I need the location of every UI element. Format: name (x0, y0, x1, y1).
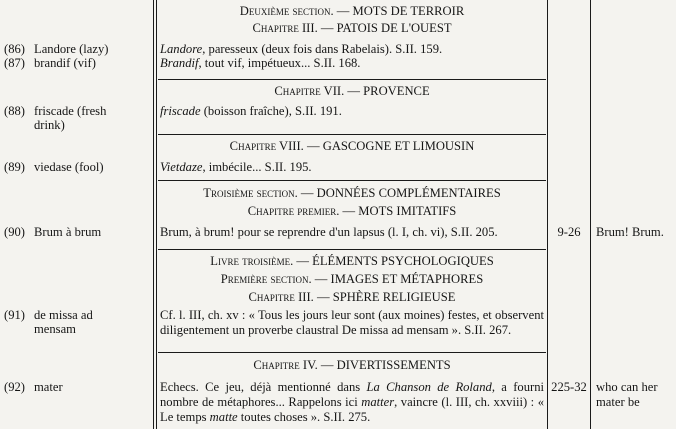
entry-86-text: Landore, paresseux (deux fois dans Rabelais). S.II. 159. (160, 42, 443, 56)
entry-90-text: Brum, à brum! pour se reprendre d'un lapsus (l. I, ch. vi), S.II. 205. (160, 225, 498, 239)
column-divider-left (153, 0, 157, 429)
chapter-heading: Chapitre IV. — DIVERTISSEMENTS (253, 358, 451, 372)
entry-90-word: (90) Brum à brum (4, 225, 102, 239)
row-divider (158, 134, 546, 135)
entry-89-text: Vietdaze, imbécile... S.II. 195. (160, 160, 312, 174)
entry-92-english: who can her (596, 380, 658, 394)
row-divider (158, 352, 546, 353)
chapter-heading: Chapitre VIII. — GASCOGNE ET LIMOUSIN (229, 139, 475, 153)
entry-88-word: (88) friscade (fresh (4, 104, 107, 118)
entry-91-word: (91) de missa ad (4, 308, 93, 322)
row-divider (158, 180, 546, 181)
chapter-heading: Chapitre III. — PATOIS DE L'OUEST (252, 21, 452, 35)
row-divider (158, 79, 546, 80)
entry-88-text: friscade (boisson fraîche), S.II. 191. (160, 104, 342, 118)
entry-87-text: Brandif, tout vif, impétueux... S.II. 168. (160, 56, 361, 70)
entry-87-word: (87) brandif (vif) (4, 56, 96, 70)
entry-91-text: Cf. l. III, ch. xv : « Tous les jours leur sont (aux moines) festes, et observent diligentement un proverbe claustral De missa ad mensam ». S.II. 267. (160, 308, 544, 337)
entry-92-pages: 225-32 (551, 380, 587, 394)
entry-90-pages: 9-26 (557, 225, 581, 239)
chapter-heading: Chapitre premier. — MOTS IMITATIFS (247, 204, 457, 218)
entry-89-word: (89) viedase (fool) (4, 160, 104, 174)
entry-92-word: (92) mater (4, 380, 63, 394)
row-divider (158, 249, 546, 250)
entry-91-word-cont: mensam (34, 322, 76, 336)
book-heading: Livre troisième. — ÉLÉMENTS PSYCHOLOGIQUES (210, 254, 494, 268)
chapter-heading: Chapitre III. — SPHÈRE RELIGIEUSE (248, 290, 456, 304)
section-heading: Troisième section. — DONNÉES COMPLÉMENTAIRES (203, 186, 501, 200)
entry-92-text: Echecs. Ce jeu, déjà mentionné dans La Chanson de Roland, a fourni nombre de métaphores... Rappelons ici matter, vaincre (l. III, ch. xxviii) : « Le temps matte toutes choses ». S.II. 275. (160, 380, 544, 424)
section-heading: Deuxième section. — MOTS DE TERROIR (239, 4, 465, 18)
entry-86-word: (86) Landore (lazy) (4, 42, 109, 56)
entry-88-word-cont: drink) (34, 118, 65, 132)
section-heading: Première section. — IMAGES ET MÉTAPHORES (220, 272, 484, 286)
column-divider-pages (547, 0, 548, 429)
entry-92-english-cont: mater be (596, 395, 640, 409)
entry-90-english: Brum! Brum. (596, 225, 664, 239)
chapter-heading: Chapitre VII. — PROVENCE (274, 84, 430, 98)
column-divider-right (590, 0, 591, 429)
